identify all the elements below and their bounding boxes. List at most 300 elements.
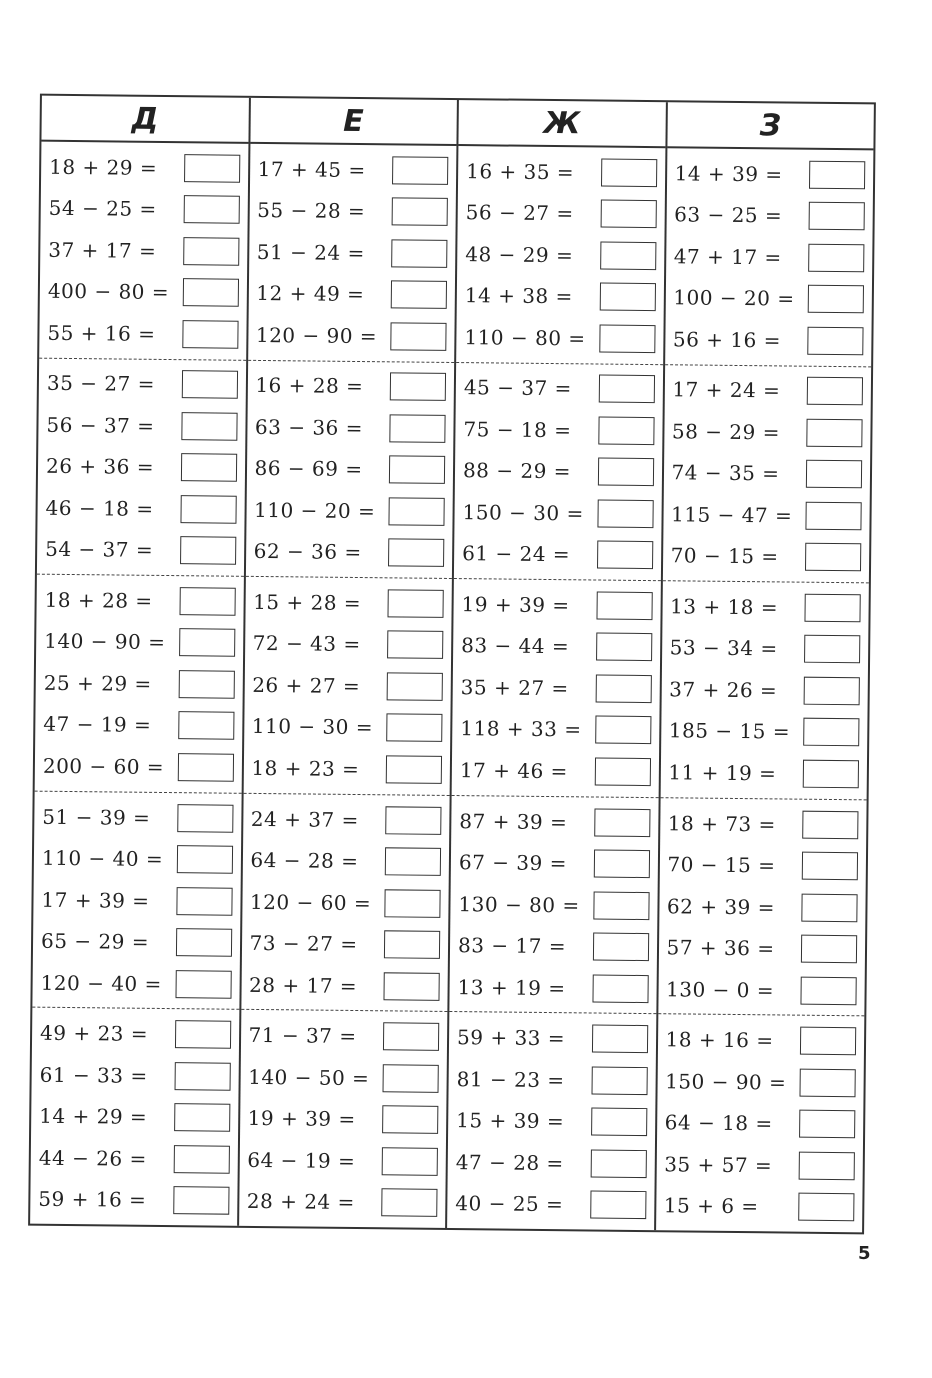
exercise-row [672, 415, 863, 449]
exercise-block [452, 579, 661, 798]
answer-box[interactable] [807, 327, 863, 356]
exercise-row [40, 966, 231, 1000]
exercise-row [45, 492, 236, 526]
exercise-row [461, 671, 652, 705]
exercise-expression: 14 + 39 = [674, 161, 783, 187]
exercise-expression: 71 − 37 = [248, 1023, 357, 1049]
exercise-expression: 37 + 17 = [48, 237, 157, 263]
answer-box[interactable] [389, 456, 445, 485]
exercise-row [459, 846, 650, 880]
exercise-expression: 63 − 36 = [254, 414, 364, 440]
exercise-expression: 45 − 37 = [463, 375, 573, 401]
answer-box[interactable] [180, 495, 236, 524]
exercise-row [465, 279, 656, 313]
answer-box[interactable] [389, 414, 445, 443]
answer-box[interactable] [179, 629, 235, 658]
exercise-expression: 83 − 17 = [457, 933, 567, 959]
answer-box[interactable] [601, 158, 657, 187]
column-e [237, 98, 457, 1228]
exercise-row [39, 1100, 230, 1134]
exercise-expression: 28 + 24 = [246, 1189, 355, 1215]
exercise-row [460, 754, 651, 788]
exercise-row [41, 925, 232, 959]
answer-box[interactable] [387, 672, 443, 701]
exercise-expression: 14 + 29 = [39, 1103, 148, 1129]
exercise-row [673, 323, 864, 357]
exercise-expression: 70 − 15 = [670, 543, 779, 569]
exercise-row [665, 1106, 856, 1140]
answer-box[interactable] [806, 419, 862, 448]
exercise-row [47, 367, 238, 401]
answer-box[interactable] [598, 375, 654, 404]
exercise-expression: 26 + 36 = [45, 454, 155, 480]
exercise-expression: 46 − 18 = [45, 495, 154, 521]
exercise-expression: 120 − 90 = [255, 322, 378, 349]
exercise-expression: 63 − 25 = [674, 202, 783, 228]
exercise-row [39, 1141, 230, 1175]
answer-box[interactable] [802, 810, 858, 839]
exercise-row [47, 317, 238, 351]
exercise-row [40, 1058, 231, 1092]
answer-box[interactable] [386, 755, 442, 784]
answer-box[interactable] [390, 322, 446, 351]
exercise-block [665, 148, 874, 367]
column-zh [445, 100, 665, 1230]
exercise-block [37, 358, 246, 577]
exercise-row [462, 538, 653, 572]
answer-box[interactable] [385, 806, 441, 835]
exercise-expression: 75 − 18 = [463, 416, 572, 443]
exercise-row [42, 800, 233, 834]
column-header: Е [250, 98, 457, 146]
exercise-expression: 61 − 24 = [462, 541, 571, 567]
exercise-row [257, 236, 448, 270]
exercise-row [252, 669, 443, 703]
answer-box[interactable] [597, 541, 653, 570]
exercise-expression: 16 + 28 = [255, 373, 364, 399]
answer-box[interactable] [173, 1145, 229, 1174]
answer-box[interactable] [805, 502, 861, 531]
exercise-expression: 118 + 33 = [460, 716, 582, 742]
answer-box[interactable] [181, 370, 237, 399]
exercise-expression: 110 − 40 = [41, 845, 164, 872]
exercise-row [256, 319, 447, 353]
answer-box[interactable] [175, 928, 231, 957]
exercise-row [247, 1144, 438, 1178]
answer-box[interactable] [180, 454, 236, 483]
answer-box[interactable] [595, 716, 651, 745]
answer-box[interactable] [383, 1064, 439, 1093]
exercise-expression: 35 + 27 = [460, 675, 569, 701]
exercise-row [48, 234, 239, 268]
exercise-row [247, 1185, 438, 1219]
answer-box[interactable] [800, 1027, 856, 1056]
answer-box[interactable] [178, 712, 234, 741]
column-z [654, 102, 874, 1232]
exercise-row [667, 890, 858, 924]
exercise-block [447, 1012, 656, 1230]
answer-box[interactable] [383, 1022, 439, 1051]
answer-box[interactable] [385, 847, 441, 876]
exercise-block [248, 144, 457, 363]
answer-box[interactable] [174, 1103, 230, 1132]
exercise-expression: 24 + 37 = [250, 806, 359, 832]
answer-box[interactable] [599, 324, 655, 353]
exercise-row [668, 807, 859, 841]
exercise-row [44, 625, 235, 659]
answer-box[interactable] [174, 1062, 230, 1091]
exercise-expression: 86 − 69 = [254, 456, 363, 482]
exercise-row [671, 498, 862, 532]
exercise-expression: 12 + 49 = [256, 281, 365, 307]
answer-box[interactable] [174, 1020, 230, 1049]
exercise-expression: 51 − 24 = [256, 239, 365, 265]
exercise-row [43, 750, 234, 784]
answer-box[interactable] [807, 377, 863, 406]
exercise-expression: 54 − 25 = [48, 196, 157, 222]
answer-box[interactable] [799, 1068, 855, 1097]
exercise-expression: 56 − 27 = [465, 200, 574, 226]
answer-box[interactable] [391, 239, 447, 268]
exercise-expression: 15 + 28 = [253, 589, 362, 615]
exercise-expression: 150 − 90 = [665, 1068, 787, 1095]
exercise-expression: 18 + 29 = [49, 154, 158, 180]
exercise-row [674, 240, 865, 274]
exercise-expression: 47 − 28 = [455, 1149, 564, 1175]
exercise-block [656, 1015, 865, 1233]
exercise-expression: 62 + 39 = [666, 893, 776, 919]
exercise-expression: 59 + 33 = [456, 1025, 566, 1051]
answer-box[interactable] [176, 887, 232, 916]
answer-box[interactable] [593, 891, 649, 920]
column-header: Д [41, 96, 248, 144]
exercise-block [662, 365, 871, 584]
exercise-row [459, 805, 650, 839]
answer-box[interactable] [599, 283, 655, 312]
exercise-row [46, 450, 237, 484]
exercise-expression: 150 − 30 = [462, 499, 584, 526]
answer-box[interactable] [808, 285, 864, 314]
answer-box[interactable] [388, 539, 444, 568]
exercise-block [241, 794, 450, 1013]
exercise-row [253, 586, 444, 620]
answer-box[interactable] [183, 237, 239, 266]
exercise-row [249, 968, 440, 1002]
exercise-expression: 140 − 50 = [248, 1064, 370, 1090]
exercise-row [250, 844, 441, 878]
exercise-row [670, 632, 861, 666]
exercise-expression: 56 − 37 = [46, 412, 155, 438]
answer-box[interactable] [596, 633, 652, 662]
answer-box[interactable] [597, 499, 653, 528]
answer-box[interactable] [597, 458, 653, 487]
answer-box[interactable] [382, 1105, 438, 1134]
answer-box[interactable] [383, 972, 439, 1001]
exercise-expression: 115 − 47 = [670, 502, 793, 528]
exercise-expression: 56 + 16 = [672, 327, 782, 353]
exercise-expression: 110 − 30 = [251, 714, 374, 740]
answer-box[interactable] [176, 845, 232, 874]
answer-box[interactable] [591, 1066, 647, 1095]
exercise-expression: 16 + 35 = [466, 158, 575, 185]
exercise-expression: 28 + 17 = [249, 972, 358, 998]
exercise-row [666, 973, 857, 1007]
exercise-block [30, 1008, 239, 1226]
exercise-row [255, 411, 446, 445]
answer-box[interactable] [798, 1193, 854, 1222]
exercise-expression: 70 − 15 = [667, 852, 776, 878]
exercise-row [466, 196, 657, 230]
exercise-row [255, 369, 446, 403]
exercise-block [454, 363, 663, 582]
answer-box[interactable] [600, 200, 656, 229]
exercise-block [245, 360, 454, 579]
exercise-row [248, 1102, 439, 1136]
exercise-row [461, 588, 652, 622]
exercise-expression: 15 + 6 = [663, 1193, 759, 1219]
exercise-row [252, 710, 443, 744]
exercise-expression: 185 − 15 = [668, 718, 791, 745]
exercise-expression: 44 − 26 = [38, 1145, 147, 1171]
exercise-row [464, 371, 655, 405]
exercise-block [39, 142, 248, 361]
exercise-expression: 13 + 19 = [457, 974, 566, 1000]
exercise-row [46, 409, 237, 443]
answer-box[interactable] [387, 631, 443, 660]
answer-box[interactable] [181, 412, 237, 441]
exercise-row [44, 667, 235, 701]
exercise-expression: 200 − 60 = [42, 753, 165, 779]
answer-box[interactable] [808, 243, 864, 272]
exercise-expression: 130 − 80 = [458, 891, 580, 917]
exercise-expression: 48 − 29 = [465, 241, 574, 268]
answer-box[interactable] [809, 160, 865, 189]
exercise-row [49, 151, 240, 185]
exercise-row [462, 496, 653, 530]
exercise-row [674, 199, 865, 233]
exercise-row [666, 931, 857, 965]
exercise-expression: 120 − 60 = [249, 889, 372, 915]
exercise-row [457, 971, 648, 1005]
exercise-row [461, 630, 652, 664]
answer-box[interactable] [177, 804, 233, 833]
exercise-expression: 35 − 27 = [46, 371, 156, 397]
exercise-expression: 62 − 36 = [253, 539, 362, 565]
exercise-expression: 51 − 39 = [42, 804, 151, 830]
exercise-expression: 74 − 35 = [671, 460, 780, 486]
exercise-expression: 64 − 19 = [247, 1147, 356, 1173]
answer-box[interactable] [590, 1191, 646, 1220]
exercise-row [253, 627, 444, 661]
exercise-expression: 19 + 39 = [461, 592, 570, 618]
exercise-expression: 40 − 25 = [455, 1191, 564, 1217]
answer-box[interactable] [387, 589, 443, 618]
answer-box[interactable] [384, 930, 440, 959]
exercise-row [456, 1104, 647, 1138]
answer-box[interactable] [175, 970, 231, 999]
exercise-row [254, 535, 445, 569]
answer-box[interactable] [600, 241, 656, 270]
answer-box[interactable] [809, 202, 865, 231]
exercise-expression: 47 − 19 = [43, 712, 152, 738]
exercise-expression: 61 − 33 = [39, 1062, 148, 1088]
exercise-expression: 13 + 18 = [669, 594, 779, 620]
exercise-expression: 59 + 16 = [38, 1186, 147, 1213]
answer-box[interactable] [382, 1147, 438, 1176]
exercise-row [665, 1023, 856, 1057]
exercise-row [670, 540, 861, 574]
exercise-row [44, 584, 235, 618]
answer-box[interactable] [390, 373, 446, 402]
answer-box[interactable] [592, 933, 648, 962]
exercise-expression: 47 + 17 = [673, 244, 782, 270]
exercise-expression: 65 − 29 = [40, 928, 150, 954]
answer-box[interactable] [184, 154, 240, 183]
answer-box[interactable] [805, 543, 861, 572]
exercise-row [248, 1061, 439, 1095]
exercise-expression: 100 − 20 = [673, 285, 795, 311]
exercise-row [671, 457, 862, 491]
exercise-expression: 67 − 39 = [458, 850, 568, 876]
exercise-row [254, 452, 445, 486]
exercise-row [49, 192, 240, 226]
answer-box[interactable] [183, 195, 239, 224]
answer-box[interactable] [182, 278, 238, 307]
exercise-row [256, 277, 447, 311]
exercise-block [456, 146, 665, 365]
answer-box[interactable] [178, 670, 234, 699]
answer-box[interactable] [594, 808, 650, 837]
answer-box[interactable] [384, 889, 440, 918]
answer-box[interactable] [801, 893, 857, 922]
exercise-expression: 55 − 28 = [257, 198, 366, 224]
answer-box[interactable] [596, 591, 652, 620]
exercise-row [466, 155, 657, 189]
answer-box[interactable] [179, 587, 235, 616]
exercise-expression: 73 − 27 = [249, 930, 358, 957]
answer-box[interactable] [804, 594, 860, 623]
exercise-expression: 19 + 39 = [247, 1106, 356, 1132]
exercise-expression: 49 + 23 = [39, 1020, 149, 1046]
exercise-row [669, 715, 860, 749]
exercise-expression: 130 − 0 = [665, 976, 775, 1002]
answer-box[interactable] [388, 497, 444, 526]
answer-box[interactable] [592, 974, 648, 1003]
answer-box[interactable] [594, 757, 650, 786]
exercise-row [48, 275, 239, 309]
exercise-expression: 18 + 23 = [251, 755, 360, 782]
exercise-row [458, 888, 649, 922]
answer-box[interactable] [391, 281, 447, 310]
exercise-row [42, 842, 233, 876]
answer-box[interactable] [801, 935, 857, 964]
exercise-row [456, 1063, 647, 1097]
exercise-block [660, 581, 869, 800]
answer-box[interactable] [180, 537, 236, 566]
exercise-row [670, 590, 861, 624]
answer-box[interactable] [392, 156, 448, 185]
answer-box[interactable] [806, 460, 862, 489]
answer-box[interactable] [802, 852, 858, 881]
answer-box[interactable] [799, 1151, 855, 1180]
exercise-row [40, 1017, 231, 1051]
exercise-expression: 64 − 18 = [664, 1110, 773, 1136]
exercise-row [664, 1189, 855, 1223]
exercise-expression: 18 + 73 = [667, 810, 776, 836]
answer-box[interactable] [182, 320, 238, 349]
exercise-block [35, 575, 244, 794]
exercise-row [667, 848, 858, 882]
exercise-expression: 64 − 28 = [250, 847, 359, 874]
exercise-block [239, 1010, 448, 1228]
answer-box[interactable] [591, 1025, 647, 1054]
exercise-row [465, 238, 656, 272]
answer-box[interactable] [803, 760, 859, 789]
answer-box[interactable] [595, 674, 651, 703]
answer-box[interactable] [591, 1108, 647, 1137]
exercise-expression: 83 − 44 = [461, 633, 570, 659]
exercise-expression: 18 + 28 = [44, 587, 153, 613]
exercise-row [45, 533, 236, 567]
answer-box[interactable] [804, 677, 860, 706]
columns-container [30, 96, 874, 1233]
exercise-expression: 140 − 90 = [44, 629, 166, 655]
exercise-expression: 110 − 80 = [464, 324, 586, 351]
exercise-expression: 17 + 46 = [459, 758, 569, 784]
answer-box[interactable] [590, 1149, 646, 1178]
exercise-row [248, 1019, 439, 1053]
answer-box[interactable] [173, 1186, 229, 1215]
exercise-row [38, 1183, 229, 1217]
exercise-row [249, 927, 440, 961]
exercise-expression: 81 − 23 = [456, 1066, 565, 1092]
exercise-expression: 400 − 80 = [47, 279, 170, 305]
page-number: 5 [858, 1243, 871, 1264]
exercise-expression: 58 − 29 = [671, 419, 781, 445]
exercise-block [658, 798, 867, 1017]
exercise-row [665, 1065, 856, 1099]
exercise-expression: 120 − 40 = [40, 970, 162, 996]
exercise-expression: 57 + 36 = [666, 935, 775, 961]
answer-box[interactable] [598, 416, 654, 445]
answer-box[interactable] [803, 718, 859, 747]
exercise-row [464, 321, 655, 355]
answer-box[interactable] [381, 1188, 437, 1217]
answer-box[interactable] [177, 753, 233, 782]
answer-box[interactable] [392, 198, 448, 227]
exercise-row [664, 1148, 855, 1182]
exercise-row [457, 1021, 648, 1055]
exercise-row [460, 713, 651, 747]
exercise-block [449, 796, 658, 1015]
exercise-expression: 17 + 45 = [257, 156, 366, 182]
exercise-row [463, 413, 654, 447]
exercise-expression: 110 − 20 = [253, 497, 376, 524]
answer-box[interactable] [800, 976, 856, 1005]
exercise-expression: 26 + 27 = [252, 672, 361, 699]
exercise-expression: 17 + 24 = [672, 377, 781, 403]
answer-box[interactable] [386, 714, 442, 743]
exercise-row [673, 282, 864, 316]
exercise-expression: 35 + 57 = [664, 1151, 773, 1178]
exercise-expression: 17 + 39 = [41, 887, 150, 913]
answer-box[interactable] [593, 850, 649, 879]
exercise-expression: 18 + 16 = [665, 1027, 774, 1053]
exercise-expression: 25 + 29 = [43, 670, 152, 696]
answer-box[interactable] [804, 635, 860, 664]
answer-box[interactable] [799, 1110, 855, 1139]
exercise-expression: 72 − 43 = [252, 631, 361, 657]
